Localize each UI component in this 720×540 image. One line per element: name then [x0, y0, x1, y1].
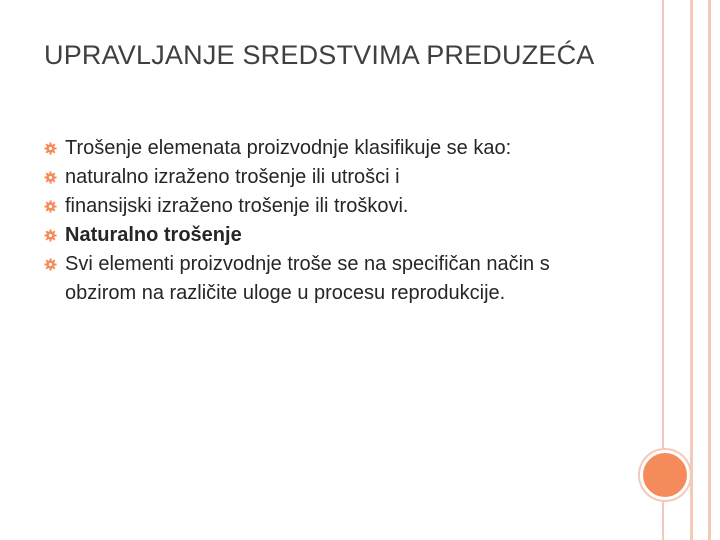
- bullet-item: [44, 134, 604, 163]
- gear-icon: [44, 142, 57, 155]
- bullet-item: [44, 192, 604, 221]
- bullet-item: [44, 163, 604, 192]
- decorative-stripe: [708, 0, 711, 540]
- bullet-text: naturalno izraženo trošenje ili utrošci i: [65, 166, 400, 188]
- bullet-text: Naturalno trošenje: [65, 224, 242, 246]
- bullet-item: [44, 221, 604, 250]
- accent-circle: [640, 450, 690, 500]
- gear-icon: [44, 229, 57, 242]
- bullet-item: [44, 250, 604, 308]
- gear-icon: [44, 171, 57, 184]
- bullet-text: Svi elementi proizvodnje troše se na specifičan način s obzirom na različite uloge u procesu reprodukcije.: [65, 253, 550, 304]
- gear-icon: [44, 258, 57, 271]
- gear-icon: [44, 200, 57, 213]
- slide-title: UPRAVLJANJE SREDSTVIMA PREDUZEĆA: [44, 40, 595, 70]
- decorative-stripe: [690, 0, 693, 540]
- bullet-text: Trošenje elemenata proizvodnje klasifikuje se kao:: [65, 137, 512, 159]
- bullet-text: finansijski izraženo trošenje ili troškovi.: [65, 195, 409, 217]
- bullet-list: [44, 134, 604, 308]
